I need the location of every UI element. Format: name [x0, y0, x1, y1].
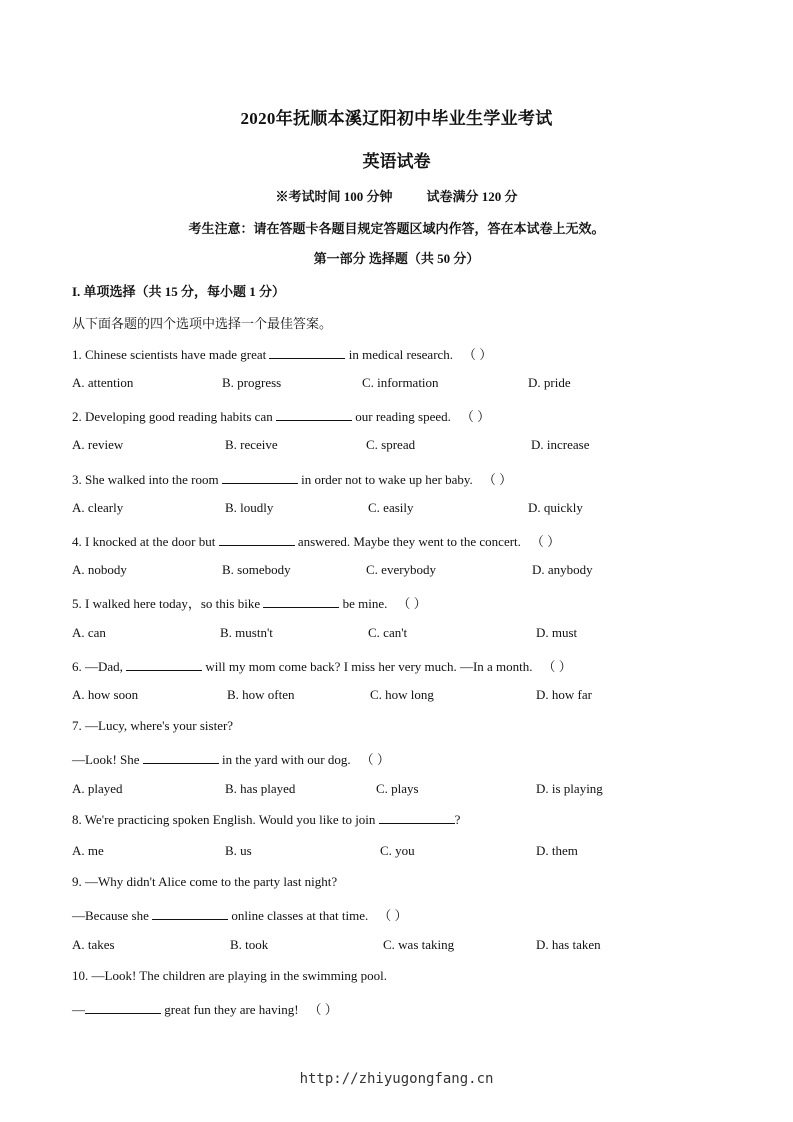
question-stem — [72, 344, 492, 363]
question-text: 8. We're practicing spoken English. Would you like to join — [72, 812, 379, 827]
question-stem: 7. —Lucy, where's your sister? — [72, 718, 234, 733]
question-text: will my mom come back? I miss her very much. —In a month. — [202, 659, 533, 674]
option-d: D. increase — [531, 437, 590, 452]
option-d: D. pride — [528, 375, 571, 390]
option-b: B. took — [230, 937, 269, 952]
question-stem — [72, 749, 390, 768]
question-text: — — [72, 1002, 85, 1017]
option-a: A. nobody — [72, 562, 127, 577]
question-text: in order not to wake up her baby. — [297, 472, 473, 487]
answer-parentheses: （ ） — [463, 347, 493, 362]
option-a: A. me — [72, 843, 104, 858]
option-a: A. clearly — [72, 500, 124, 515]
question-text: online classes at that time. — [228, 908, 369, 923]
question-stem — [72, 469, 512, 488]
option-c: C. how long — [370, 687, 434, 702]
answer-parentheses: （ ） — [542, 659, 572, 674]
question-text: answered. Maybe they went to the concert. — [294, 534, 521, 549]
question-stem — [72, 812, 460, 828]
option-c: C. spread — [366, 437, 416, 452]
question-text: great fun they are having! — [161, 1002, 299, 1017]
option-d: D. is playing — [536, 781, 603, 796]
answer-parentheses: （ ） — [308, 1002, 338, 1017]
option-b: B. progress — [222, 375, 282, 390]
question-text: in the yard with our dog. — [218, 752, 351, 767]
option-c: C. information — [362, 375, 439, 390]
answer-parentheses: （ ） — [360, 752, 390, 767]
option-d: D. quickly — [528, 500, 583, 515]
question-text: 5. I walked here today，so this bike — [72, 596, 264, 611]
question-stem — [72, 656, 572, 675]
option-b: B. how often — [227, 687, 295, 702]
option-d: D. them — [536, 843, 578, 858]
question-stem — [72, 406, 490, 425]
answer-blank — [222, 472, 298, 484]
question-text: 1. Chinese scientists have made great — [72, 347, 270, 362]
answer-blank — [152, 908, 228, 920]
question-text: 2. Developing good reading habits can — [72, 409, 276, 424]
option-a: A. attention — [72, 375, 134, 390]
question-stem — [72, 905, 407, 924]
option-d: D. has taken — [536, 937, 601, 952]
question-text: be mine. — [339, 596, 388, 611]
section-instruction: 从下面各题的四个选项中选择一个最佳答案。 — [72, 316, 333, 331]
option-b: B. somebody — [222, 562, 291, 577]
option-b: B. us — [225, 843, 252, 858]
option-d: D. anybody — [532, 562, 593, 577]
part-title: 第一部分 选择题（共 50 分） — [313, 251, 480, 266]
answer-blank — [143, 752, 219, 764]
answer-parentheses: （ ） — [460, 409, 491, 424]
section-heading: I. 单项选择（共 15 分，每小题 1 分） — [72, 284, 286, 299]
option-a: A. takes — [72, 937, 115, 952]
question-text: 3. She walked into the room — [72, 472, 222, 487]
exam-title: 2020年抚顺本溪辽阳初中毕业生学业考试 — [240, 109, 553, 128]
option-c: C. easily — [368, 500, 414, 515]
question-stem — [72, 999, 338, 1018]
exam-score-note: 试卷满分 120 分 — [426, 189, 518, 204]
answer-blank — [269, 347, 345, 359]
exam-time-note: ※考试时间 100 分钟 — [275, 189, 393, 204]
option-b: B. mustn't — [220, 625, 273, 640]
option-a: A. how soon — [72, 687, 139, 702]
question-text: in medical research. — [345, 347, 454, 362]
answer-blank — [263, 596, 339, 608]
option-d: D. how far — [536, 687, 592, 702]
answer-blank — [126, 659, 202, 671]
option-d: D. must — [536, 625, 578, 640]
question-text: 4. I knocked at the door but — [72, 534, 219, 549]
option-c: C. you — [380, 843, 415, 858]
option-c: C. was taking — [383, 937, 455, 952]
option-a: A. review — [72, 437, 124, 452]
exam-info — [0, 186, 793, 205]
answer-parentheses: （ ） — [378, 908, 408, 923]
question-text: 6. —Dad, — [72, 659, 127, 674]
exam-subtitle: 英语试卷 — [362, 152, 431, 171]
answer-parentheses: （ ） — [530, 534, 561, 549]
option-a: A. can — [72, 625, 106, 640]
option-c: C. plays — [376, 781, 419, 796]
option-b: B. receive — [225, 437, 278, 452]
exam-notice: 考生注意：请在答题卡各题目规定答题区域内作答，答在本试卷上无效。 — [188, 221, 605, 236]
option-a: A. played — [72, 781, 123, 796]
question-text: ? — [454, 812, 461, 827]
answer-parentheses: （ ） — [397, 596, 427, 611]
option-c: C. can't — [368, 625, 408, 640]
question-text: —Because she — [72, 908, 153, 923]
question-stem — [72, 531, 560, 550]
option-b: B. has played — [225, 781, 296, 796]
answer-blank — [276, 409, 352, 421]
question-stem — [72, 593, 427, 612]
answer-parentheses: （ ） — [482, 472, 513, 487]
answer-blank — [219, 534, 295, 546]
option-c: C. everybody — [366, 562, 437, 577]
footer-url[interactable]: http://zhiyugongfang.cn — [299, 1071, 494, 1087]
option-b: B. loudly — [225, 500, 274, 515]
question-stem: 9. —Why didn't Alice come to the party last night? — [72, 874, 338, 889]
answer-blank — [85, 1002, 161, 1014]
question-text: —Look! She — [72, 752, 143, 767]
question-text: our reading speed. — [351, 409, 451, 424]
question-stem: 10. —Look! The children are playing in the swimming pool. — [72, 968, 387, 983]
answer-blank — [379, 812, 455, 824]
